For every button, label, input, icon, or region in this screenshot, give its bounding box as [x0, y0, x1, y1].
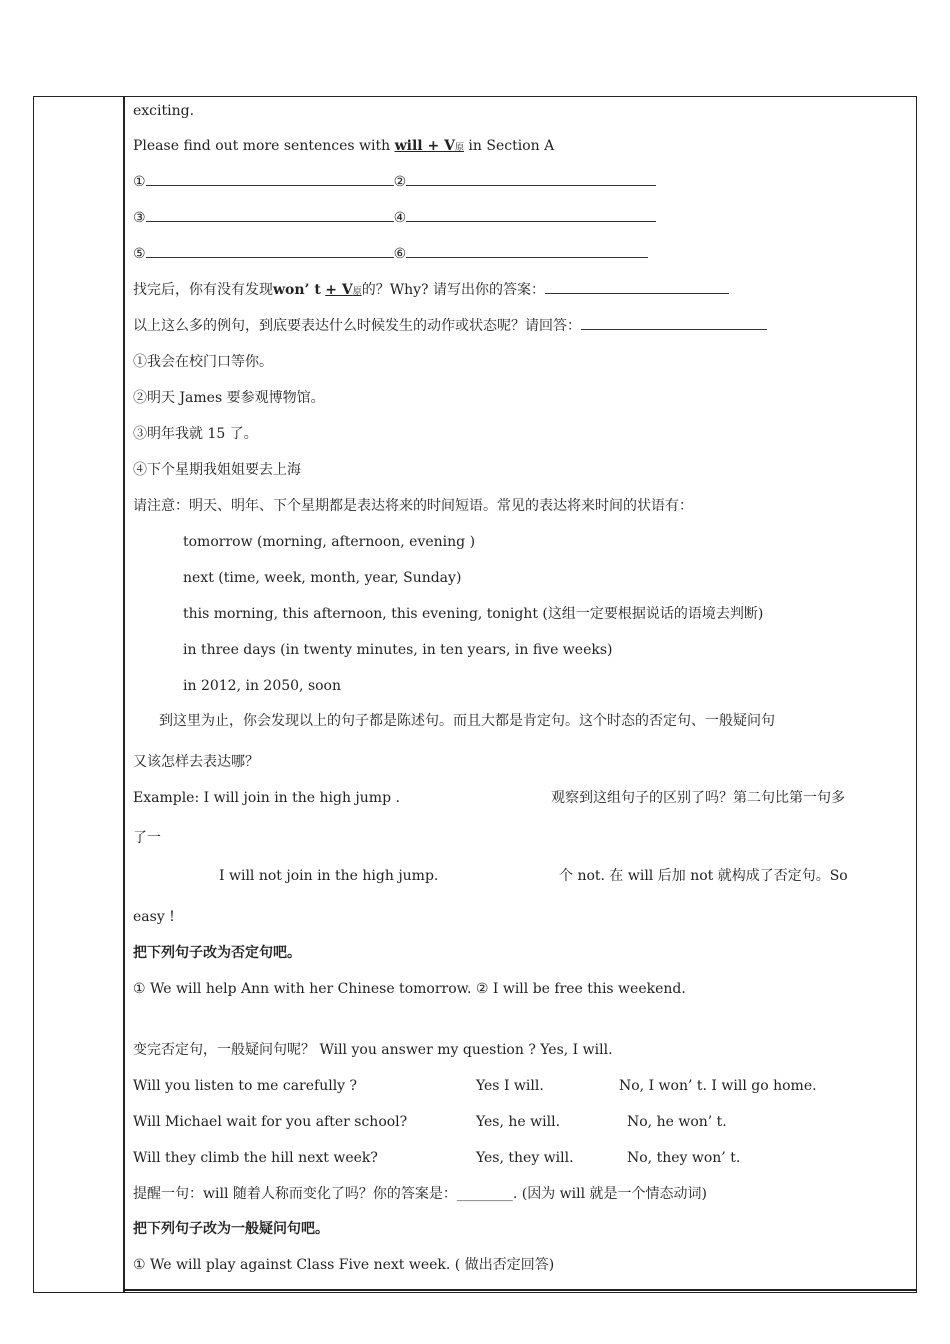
qa-question: Will Michael wait for you after school?: [133, 1114, 408, 1130]
exercise-heading: 把下列句子改为否定句吧。: [133, 945, 301, 961]
answer-blank-row: ⑤ ⑥: [133, 245, 648, 263]
question-line: 以上这么多的例句，到底要表达什么时候发生的动作或状态呢？请回答：: [133, 317, 767, 335]
answer-blank-1[interactable]: [146, 173, 394, 186]
answer-blank-6[interactable]: [406, 245, 648, 258]
qa-no: No, I won’ t. I will go home.: [619, 1078, 817, 1094]
exercise-line: ① We will help Ann with her Chinese tomorrow. ② I will be free this weekend.: [133, 981, 686, 997]
explanation-line: easy !: [133, 909, 175, 925]
answer-blank-3[interactable]: [146, 209, 394, 222]
question-line: 找完后，你有没有发现won’ t + V原的？Why? 请写出你的答案：: [133, 281, 729, 301]
example-line: I will not join in the high jump.: [219, 868, 439, 884]
qa-yes: Yes, he will.: [476, 1114, 561, 1130]
reminder-line: 提醒一句：will 随着人称而变化了吗？你的答案是：________. (因为 will 就是一个情态动词): [133, 1186, 708, 1202]
explanation-line: 个 not. 在 will 后加 not 就构成了否定句。So: [559, 868, 848, 884]
time-phrase: in three days (in twenty minutes, in ten years, in five weeks): [183, 642, 613, 658]
paragraph-line: 又该怎样去表达哪？: [133, 754, 259, 770]
exercise-heading: 把下列句子改为一般疑问句吧。: [133, 1221, 329, 1237]
column-divider: [123, 96, 125, 1293]
answer-blank-why[interactable]: [545, 281, 729, 294]
answer-blank-4[interactable]: [406, 209, 656, 222]
question-example-line: 变完否定句，一般疑问句呢？ Will you answer my question ? Yes, I will.: [133, 1042, 613, 1058]
example-sentence: ④下个星期我姐姐要去上海: [133, 462, 301, 478]
time-phrase: tomorrow (morning, afternoon, evening ): [183, 534, 476, 550]
qa-yes: Yes, they will.: [476, 1150, 574, 1166]
note-line: 请注意：明天、明年、下个星期都是表达将来的时间短语。常见的表达将来时间的状语有：: [133, 498, 693, 514]
qa-no: No, they won’ t.: [627, 1150, 741, 1166]
explanation-line: 了一: [133, 830, 161, 846]
answer-blank-2[interactable]: [406, 173, 656, 186]
explanation-line: 观察到这组句子的区别了吗？第二句比第一句多: [551, 790, 845, 806]
example-sentence: ③明年我就 15 了。: [133, 426, 258, 442]
example-sentence: ②明天 James 要参观博物馆。: [133, 390, 325, 406]
answer-blank-row: ① ②: [133, 173, 656, 191]
time-phrase: next (time, week, month, year, Sunday): [183, 570, 462, 586]
time-phrase: this morning, this afternoon, this evening, tonight (这组一定要根据说话的语境去判断): [183, 606, 764, 622]
qa-question: Will they climb the hill next week?: [133, 1150, 378, 1166]
example-sentence: ①我会在校门口等你。: [133, 354, 273, 370]
example-line: Example: I will join in the high jump .: [133, 790, 400, 806]
time-phrase: in 2012, in 2050, soon: [183, 678, 342, 694]
exercise-line: ① We will play against Class Five next week. ( 做出否定回答): [133, 1257, 555, 1273]
instruction-line: Please find out more sentences with will + V原 in Section A: [133, 138, 555, 154]
qa-yes: Yes I will.: [476, 1078, 544, 1094]
qa-no: No, he won’ t.: [627, 1114, 727, 1130]
answer-blank-5[interactable]: [146, 245, 394, 258]
bottom-rule: [123, 1289, 917, 1291]
answer-blank-row: ③ ④: [133, 209, 656, 227]
answer-blank-when[interactable]: [581, 317, 767, 330]
paragraph-line: 到这里为止，你会发现以上的句子都是陈述句。而且大都是肯定句。这个时态的否定句、一般疑问句: [159, 713, 775, 729]
qa-question: Will you listen to me carefully ?: [133, 1078, 358, 1094]
text-line: exciting.: [133, 103, 195, 119]
